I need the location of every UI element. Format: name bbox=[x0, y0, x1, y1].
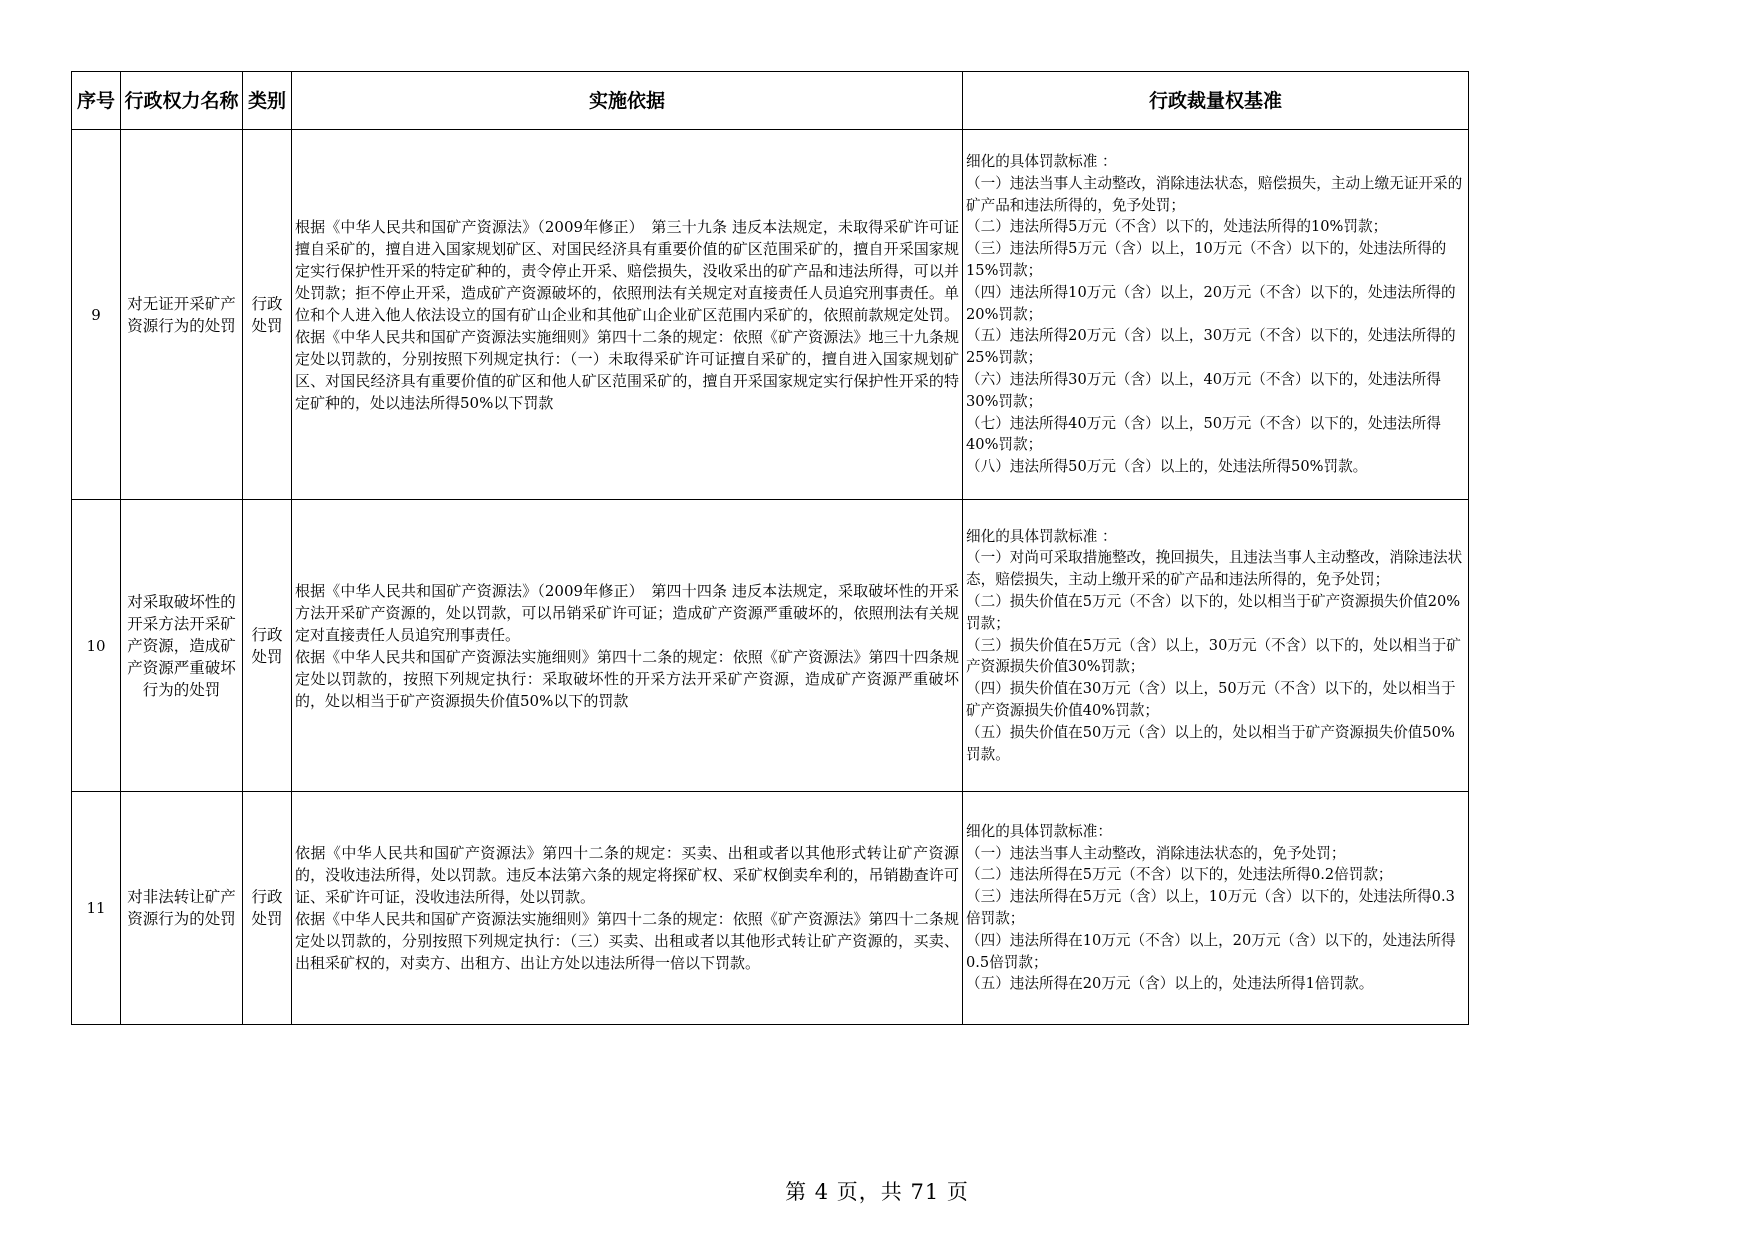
row-no: 11 bbox=[72, 792, 121, 1025]
row-category: 行政处罚 bbox=[243, 500, 292, 792]
penalty-table bbox=[71, 71, 1469, 1025]
row-name: 对无证开采矿产资源行为的处罚 bbox=[121, 130, 243, 500]
row-no: 10 bbox=[72, 500, 121, 792]
header-name: 行政权力名称 bbox=[121, 72, 243, 130]
table-row bbox=[72, 130, 1469, 500]
row-standard: 细化的具体罚款标准 ： （一）对尚可采取措施整改，挽回损失，且违法当事人主动整改，消除违法状态，赔偿损失，主动上缴开采的矿产品和违法所得的，免予处罚； （二）损失价值在5万元（不含）以下的，处以相当于矿产资源损失价值20%罚款； （三）损失价值在5万元（含）以上，30万元（不含）以下的，处以相当于矿产资源损失价值30%罚款； （四）损失价值在30万元（含）以上，50万元（不含）以下的，处以相当于矿产资源损失价值40%罚款； （五）损失价值在50万元（含）以上的，处以相当于矿产资源损失价值50%罚款。 bbox=[963, 500, 1469, 792]
header-no: 序号 bbox=[72, 72, 121, 130]
table-row bbox=[72, 500, 1469, 792]
row-no: 9 bbox=[72, 130, 121, 500]
table-header-row bbox=[72, 72, 1469, 130]
row-basis: 根据《中华人民共和国矿产资源法》（2009年修正） 第三十九条 违反本法规定，未取得采矿许可证擅自采矿的，擅自进入国家规划矿区、对国民经济具有重要价值的矿区范围采矿的，擅自开采国家规定实行保护性开采的特定矿种的，责令停止开采、赔偿损失，没收采出的矿产品和违法所得，可以并处罚款；拒不停止开采，造成矿产资源破坏的，依照刑法有关规定对直接责任人员追究刑事责任。单位和个人进入他人依法设立的国有矿山企业和其他矿山企业矿区范围内采矿的，依照前款规定处罚。依据《中华人民共和国矿产资源法实施细则》第四十二条的规定：依照《矿产资源法》地三十九条规定处以罚款的，分别按照下列规定执行：（一）未取得采矿许可证擅自采矿的，擅自进入国家规划矿区、对国民经济具有重要价值的矿区和他人矿区范围采矿的，擅自开采国家规定实行保护性开采的特定矿种的，处以违法所得50%以下罚款 bbox=[292, 130, 963, 500]
row-category: 行政处罚 bbox=[243, 792, 292, 1025]
row-standard: 细化的具体罚款标准： （一）违法当事人主动整改，消除违法状态的，免予处罚； （二）违法所得在5万元（不含）以下的，处违法所得0.2倍罚款； （三）违法所得在5万元（含）以上，10万元（含）以下的，处违法所得0.3倍罚款； （四）违法所得在10万元（不含）以上，20万元（含）以下的，处违法所得0.5倍罚款； （五）违法所得在20万元（含）以上的，处违法所得1倍罚款。 bbox=[963, 792, 1469, 1025]
table-row bbox=[72, 792, 1469, 1025]
row-standard: 细化的具体罚款标准 ： （一）违法当事人主动整改，消除违法状态，赔偿损失，主动上缴无证开采的矿产品和违法所得的，免予处罚； （二）违法所得5万元（不含）以下的，处违法所得的10%罚款； （三）违法所得5万元（含）以上，10万元（不含）以下的，处违法所得的15%罚款； （四）违法所得10万元（含）以上，20万元（不含）以下的，处违法所得的20%罚款； （五）违法所得20万元（含）以上，30万元（不含）以下的，处违法所得的25%罚款； （六）违法所得30万元（含）以上，40万元（不含）以下的，处违法所得30%罚款； （七）违法所得40万元（含）以上，50万元（不含）以下的，处违法所得40%罚款； （八）违法所得50万元（含）以上的，处违法所得50%罚款。 bbox=[963, 130, 1469, 500]
page-footer: 第 4 页，共 71 页 bbox=[785, 1180, 969, 1204]
header-basis: 实施依据 bbox=[292, 72, 963, 130]
row-name: 对采取破坏性的开采方法开采矿产资源，造成矿产资源严重破坏行为的处罚 bbox=[121, 500, 243, 792]
row-basis: 根据《中华人民共和国矿产资源法》（2009年修正） 第四十四条 违反本法规定，采取破坏性的开采方法开采矿产资源的，处以罚款，可以吊销采矿许可证；造成矿产资源严重破坏的，依照刑法有关规定对直接责任人员追究刑事责任。 依据《中华人民共和国矿产资源法实施细则》第四十二条的规定：依照《矿产资源法》第四十四条规定处以罚款的，按照下列规定执行：采取破坏性的开采方法开采矿产资源，造成矿产资源严重破坏的，处以相当于矿产资源损失价值50%以下的罚款 bbox=[292, 500, 963, 792]
header-category: 类别 bbox=[243, 72, 292, 130]
row-category: 行政处罚 bbox=[243, 130, 292, 500]
row-name: 对非法转让矿产资源行为的处罚 bbox=[121, 792, 243, 1025]
header-standard: 行政裁量权基准 bbox=[963, 72, 1469, 130]
row-basis: 依据《中华人民共和国矿产资源法》第四十二条的规定：买卖、出租或者以其他形式转让矿产资源的，没收违法所得，处以罚款。违反本法第六条的规定将探矿权、采矿权倒卖牟利的，吊销勘查许可证、采矿许可证，没收违法所得，处以罚款。 依据《中华人民共和国矿产资源法实施细则》第四十二条的规定：依照《矿产资源法》第四十二条规定处以罚款的，分别按照下列规定执行：（三）买卖、出租或者以其他形式转让矿产资源的，买卖、出租采矿权的，对卖方、出租方、出让方处以违法所得一倍以下罚款。 bbox=[292, 792, 963, 1025]
